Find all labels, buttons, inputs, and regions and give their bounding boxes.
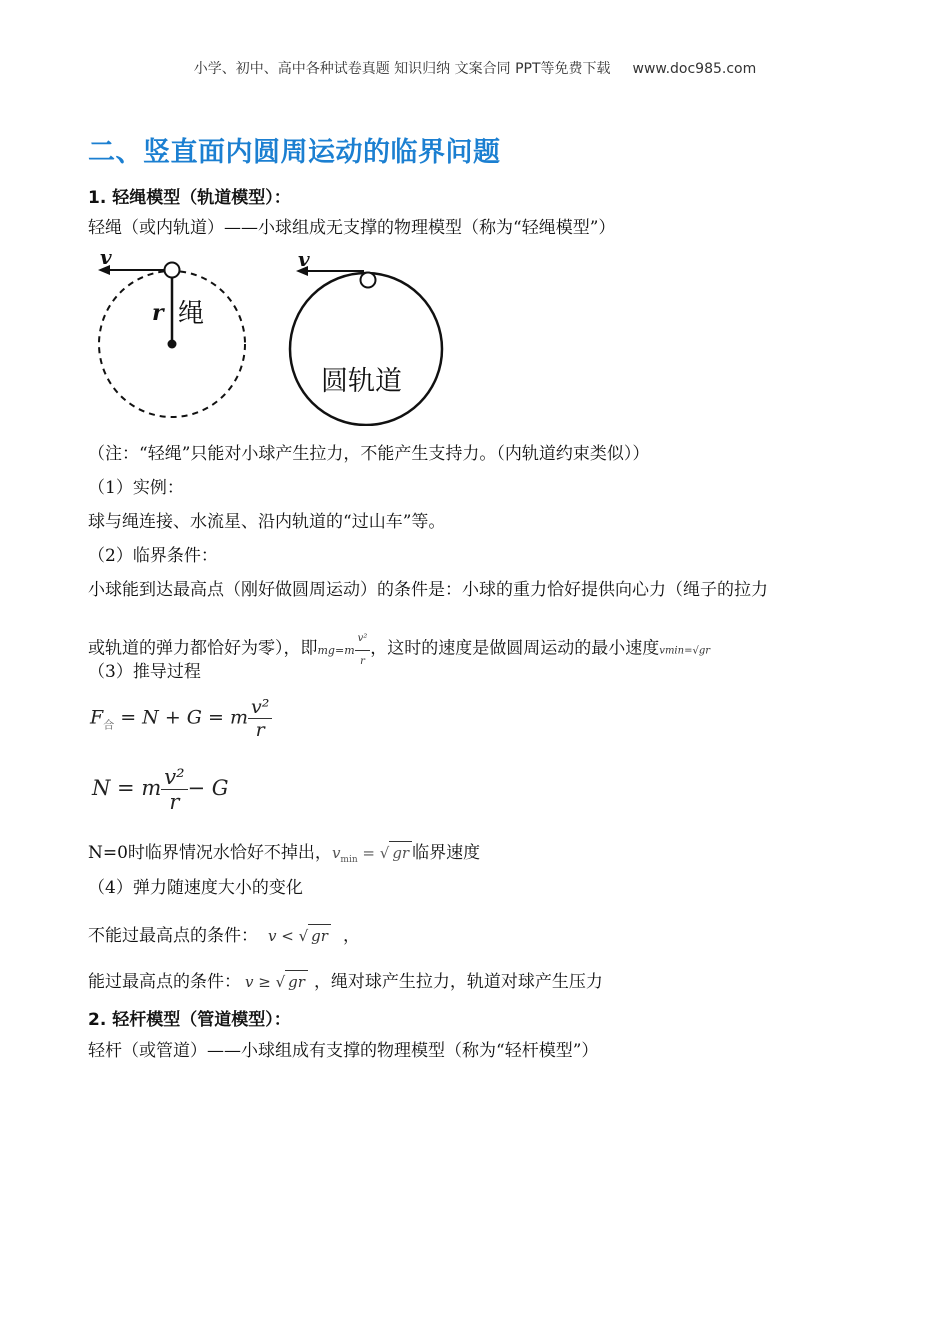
cannot-pass-line: 不能过最高点的条件： v < √ gr ， [88,926,360,946]
section1-intro: 轻绳（或内轨道）——小球组成无支撑的物理模型（称为“轻绳模型”） [88,218,616,238]
section2-intro: 轻杆（或管道）——小球组成有支撑的物理模型（称为“轻杆模型”） [88,1041,599,1061]
section1-heading: 1. 轻绳模型（轨道模型）： [88,188,291,208]
note-text: （注：“轻绳”只能对小球产生拉力，不能产生支持力。（内轨道约束类似）） [88,444,650,464]
radius-label: r [152,300,164,326]
condition-line2-a: 或轨道的弹力都恰好为零），即 [88,638,318,659]
page-title: 二、竖直面内圆周运动的临界问题 [88,137,501,168]
equation-2: N = m $\frac{\text{v²}}{r}$ − G [92,765,229,814]
track-model-figure [288,248,453,426]
rope-model-figure [90,248,260,426]
ball [165,263,180,278]
force-heading: （4）弹力随速度大小的变化 [88,878,303,898]
section2-heading: 2. 轻杆模型（管道模型）： [88,1010,291,1030]
equation-1: $F_合 = N + G = m$ $\frac{\text{v²}}{r}$ [90,696,272,741]
condition-line2-b: ，这时的速度是做圆周运动的最小速度 [370,638,660,659]
page-header [0,58,950,78]
examples-heading: （1）实例： [88,478,184,498]
track-label: 圆轨道 [321,366,402,397]
velocity-label: v [298,248,310,271]
examples-text: 球与绳连接、水流星、沿内轨道的“过山车”等。 [88,512,446,532]
header-text: 小学、初中、高中各种试卷真题 知识归纳 文案合同 PPT等免费下载 [193,61,611,77]
rope-label: 绳 [178,299,205,329]
ball [361,273,376,288]
critical-line: N=0时临界情况水恰好不掉出，$v_{min}$ = √ gr 临界速度 [88,843,481,865]
condition-line1: 小球能到达最高点（刚好做圆周运动）的条件是：小球的重力恰好提供向心力（绳子的拉力 [88,580,768,600]
critical-formula: $v_{min}$ = √ gr [332,844,412,862]
condition-formula1: mg=m $\frac{\text{v²}}{r}$ [318,644,371,657]
track-circle [290,273,442,425]
can-pass-formula: v ≥ √ gr [245,973,308,991]
condition-formula2: vmin=√gr [659,645,710,657]
header-site[interactable]: www.doc985.com [632,61,757,77]
cannot-pass-formula: v < √ gr [268,927,331,945]
velocity-label: v [100,248,112,269]
derivation-heading: （3）推导过程 [88,662,201,682]
condition-heading: （2）临界条件： [88,546,218,566]
center-pivot [168,340,177,349]
can-pass-line: 能过最高点的条件： v ≥ √ gr ，绳对球产生拉力，轨道对球产生压力 [88,972,603,992]
